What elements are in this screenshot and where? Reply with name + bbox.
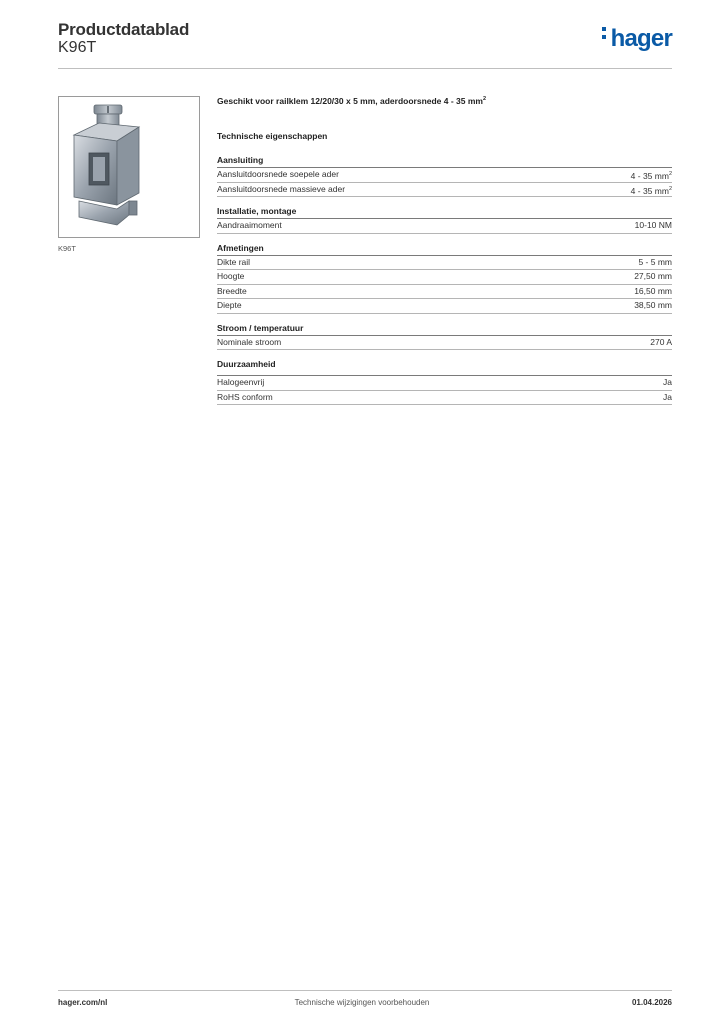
- spec-label: Hoogte: [217, 271, 245, 281]
- spec-row: [217, 219, 672, 234]
- product-image: [58, 96, 200, 238]
- page-header: [58, 20, 672, 70]
- spec-label: RoHS conform: [217, 391, 273, 402]
- hager-logo[interactable]: [602, 26, 672, 51]
- spec-value: 27,50 mm: [634, 271, 672, 281]
- product-description: Geschikt voor railklem 12/20/30 x 5 mm, aderdoorsnede 4 - 35 $mm^2$: [217, 96, 487, 106]
- spec-label: Halogeenvrij: [217, 377, 265, 387]
- spec-label: Breedte: [217, 285, 247, 296]
- product-code: K96T: [58, 39, 97, 56]
- footer-date: 01.04.2026: [631, 998, 672, 1007]
- spec-row: [217, 285, 672, 300]
- spec-label: Aandraaimoment: [217, 220, 282, 230]
- document-title: Productdatablad: [58, 20, 190, 39]
- spec-group: [217, 243, 672, 314]
- spec-row: [217, 256, 672, 271]
- spec-groups: [217, 155, 672, 405]
- footer-divider: [58, 990, 672, 991]
- spec-row: [217, 391, 672, 406]
- spec-group-title: Aansluiting: [217, 155, 672, 168]
- product-details: [217, 96, 672, 414]
- spec-row: [217, 270, 672, 285]
- header-divider: [58, 68, 672, 69]
- spec-group-title: Afmetingen: [217, 243, 672, 256]
- spec-row: [217, 183, 672, 198]
- spec-label: Aansluitdoorsnede soepele ader: [217, 169, 339, 179]
- logo-text: hager: [610, 25, 672, 52]
- spec-label: Diepte: [217, 300, 242, 310]
- spec-label: Dikte rail: [217, 256, 251, 267]
- spec-label: Aansluitdoorsnede massieve ader: [217, 183, 346, 194]
- image-caption: K96T: [58, 244, 76, 253]
- spec-value: Ja: [663, 391, 672, 402]
- spec-row: [217, 299, 672, 314]
- spec-row: [217, 376, 672, 391]
- rail-clamp-terminal-icon: [59, 97, 199, 237]
- technical-properties-heading: Technische eigenschappen: [217, 131, 328, 141]
- spec-group-title: Installatie, montage: [217, 206, 672, 219]
- spec-label: Nominale stroom: [217, 336, 282, 347]
- spec-row: [217, 168, 672, 183]
- spec-value: 38,50 mm: [634, 300, 672, 310]
- spec-group: [217, 323, 672, 351]
- spec-row: [217, 336, 672, 351]
- spec-group: [217, 206, 672, 234]
- spec-group: [217, 359, 672, 405]
- spec-value: Ja: [663, 377, 672, 387]
- spec-value: 5 - 5 mm: [638, 256, 672, 267]
- spec-value: 16,50 mm: [634, 285, 672, 296]
- spec-group-title: Stroom / temperatuur: [217, 323, 672, 336]
- spec-value: 10-10 NM: [634, 220, 672, 230]
- footer-notice: Technische wijzigingen voorbehouden: [294, 998, 430, 1007]
- spec-value: 4 - 35 $mm^2$: [630, 170, 672, 181]
- spec-value: 270 A: [650, 336, 672, 347]
- footer-website-link[interactable]: hager.com/nl: [58, 998, 108, 1007]
- logo-colon-icon: [602, 23, 609, 43]
- spec-group: [217, 155, 672, 197]
- spec-value: 4 - 35 $mm^2$: [630, 185, 672, 196]
- spec-group-title: Duurzaamheid: [217, 359, 672, 376]
